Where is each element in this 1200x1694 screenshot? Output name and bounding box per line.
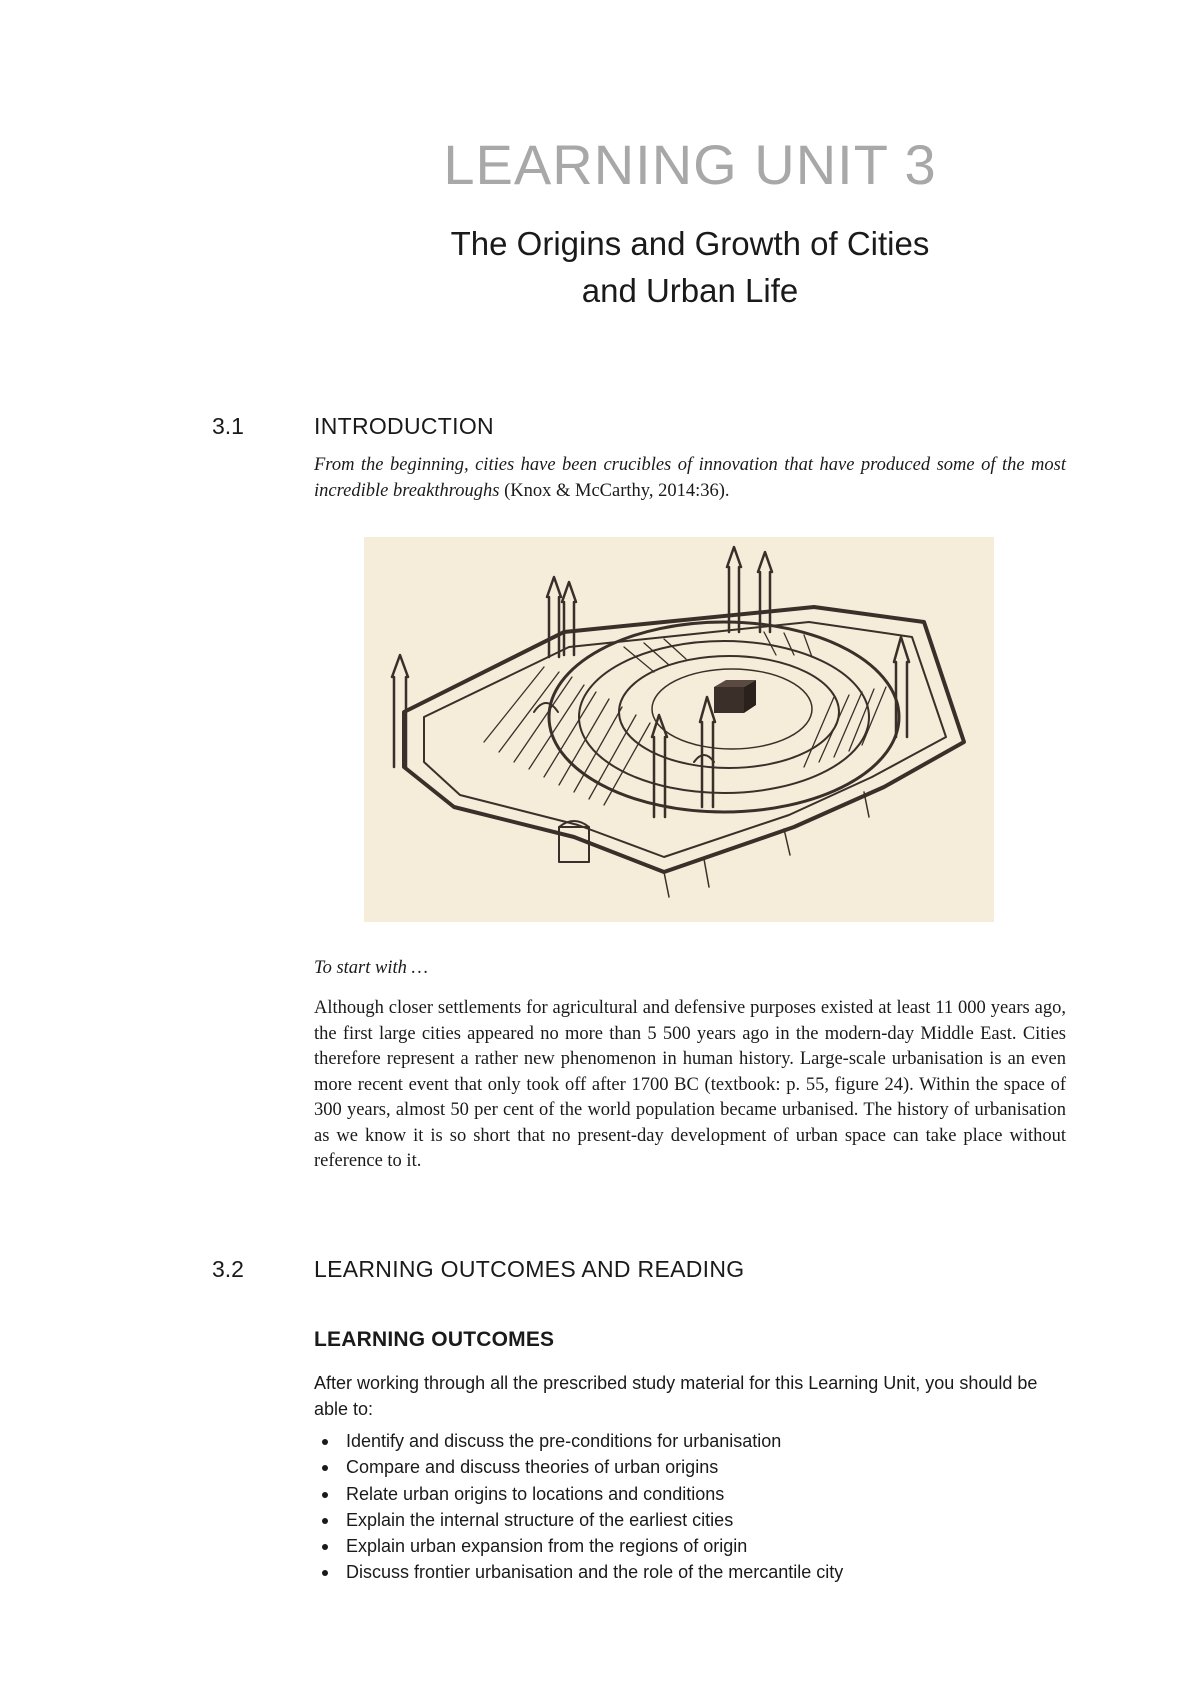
section-title: LEARNING OUTCOMES AND READING (314, 1256, 745, 1282)
section-title: INTRODUCTION (314, 413, 494, 439)
quote-citation: (Knox & McCarthy, 2014:36). (499, 481, 730, 501)
list-item: Identify and discuss the pre-conditions for urbanisation (314, 1428, 1074, 1454)
list-item: Relate urban origins to locations and conditions (314, 1481, 1074, 1507)
unit-title: LEARNING UNIT 3 (443, 133, 937, 196)
intro-quote (314, 452, 1066, 504)
intro-body-paragraph: Although closer settlements for agricultural and defensive purposes existed at least 11 000 years ago, the first large cities appeared no more than 5 500 years ago in the modern-day Middle East. Cities therefore represent a rather new phenomenon in human history. Large-scale urbanisation is an even more recent event that only took off after 1700 BC (textbook: p. 55, figure 24). Within the space of 300 years, almost 50 per cent of the world population became urbanised. The history of urbanisation as we know it is so short that no present-day development of urban space can take place without reference to it. (314, 998, 1066, 1171)
list-item: Explain urban expansion from the regions of origin (314, 1533, 1074, 1559)
section-number: 3.1 (212, 413, 244, 439)
unit-subtitle-line-2: and Urban Life (581, 272, 799, 309)
list-item: Discuss frontier urbanisation and the role of the mercantile city (314, 1559, 1074, 1585)
unit-subtitle-line-1: The Origins and Growth of Cities (450, 225, 930, 262)
outcomes-list (314, 1428, 1074, 1586)
list-item: Explain the internal structure of the earliest cities (314, 1507, 1074, 1533)
outcomes-heading: LEARNING OUTCOMES (314, 1328, 555, 1351)
start-label: To start with … (314, 958, 428, 978)
list-item: Compare and discuss theories of urban origins (314, 1454, 1074, 1480)
outcomes-intro: After working through all the prescribed study material for this Learning Unit, you should be able to: (314, 1373, 1038, 1419)
section-number: 3.2 (212, 1256, 244, 1282)
mosque-drawing (364, 537, 994, 922)
quote-text: From the beginning, cities have been crucibles of innovation that have produced some of the most incredible breakthroughs (314, 455, 1066, 501)
mosque-illustration (364, 537, 994, 922)
